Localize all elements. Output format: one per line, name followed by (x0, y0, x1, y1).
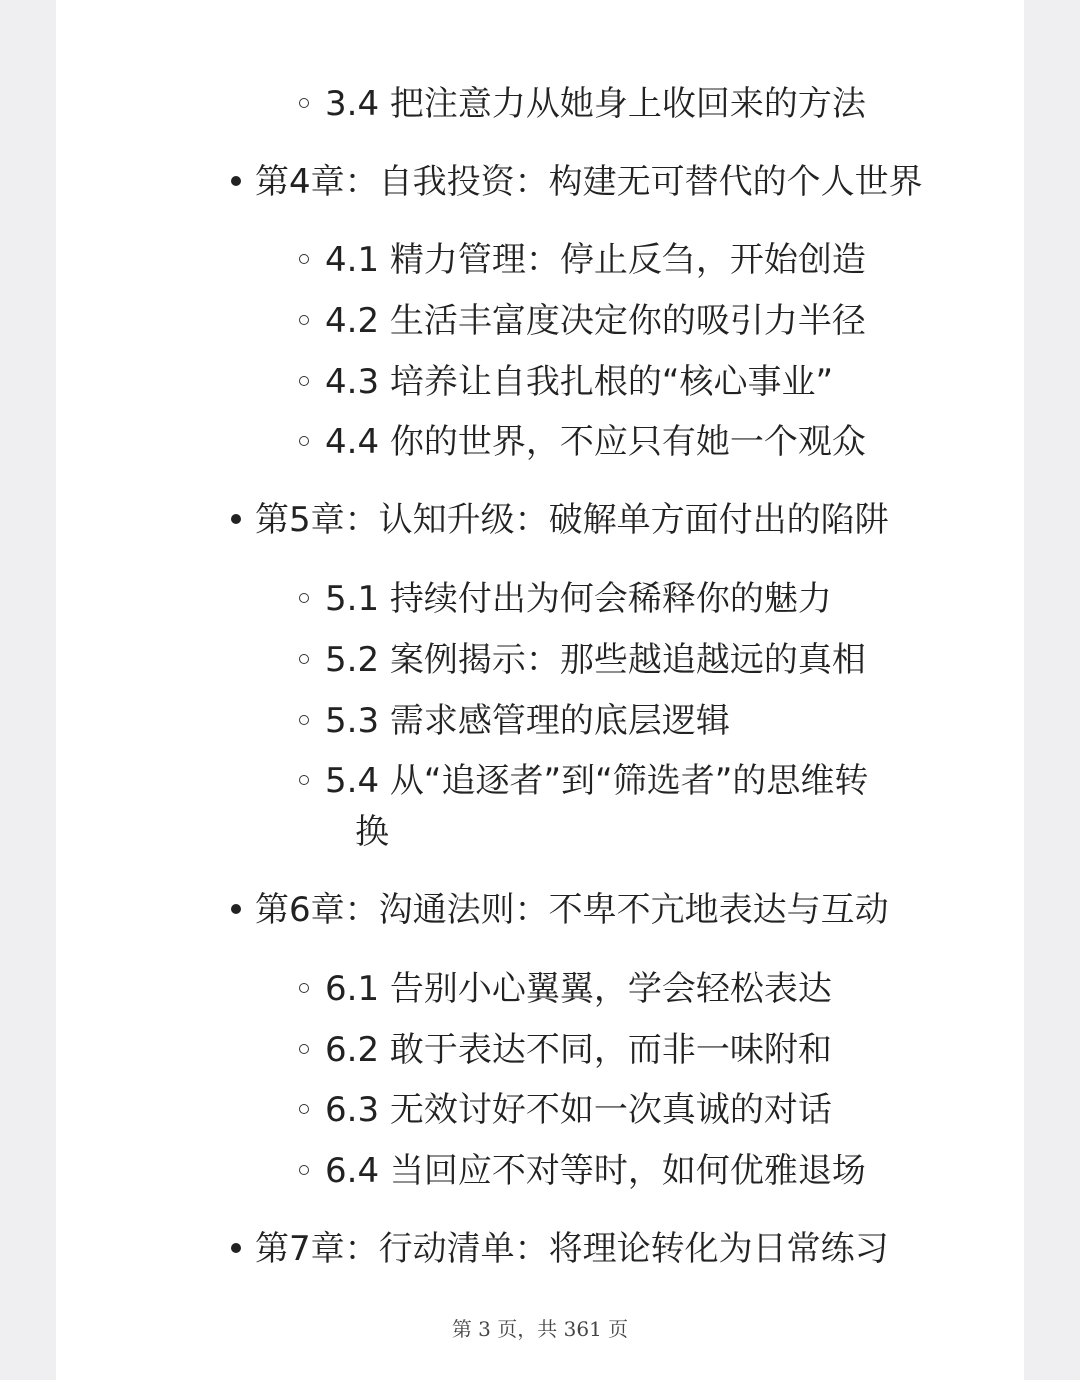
toc-section-label: 4.2 生活丰富度决定你的吸引力半径 (325, 301, 866, 341)
toc-section-5-4-continued (299, 802, 389, 862)
toc-chapter-label: 第6章：沟通法则：不卑不亢地表达与互动 (255, 890, 889, 930)
toc-section-5-4 (299, 751, 868, 811)
hollow-bullet-icon (299, 98, 309, 108)
toc-section-label: 6.3 无效讨好不如一次真诚的对话 (325, 1090, 832, 1130)
filled-bullet-icon (231, 514, 241, 524)
toc-section-3-4 (299, 74, 866, 134)
toc-section-label: 6.2 敢于表达不同，而非一味附和 (325, 1030, 832, 1070)
toc-section-5-3 (299, 691, 730, 751)
hollow-bullet-icon (299, 983, 309, 993)
toc-section-6-4 (299, 1141, 866, 1201)
toc-section-label: 4.3 培养让自我扎根的“核心事业” (325, 362, 834, 402)
toc-section-6-3 (299, 1080, 832, 1140)
hollow-bullet-icon (299, 654, 309, 664)
page-number-footer: 第 3 页，共 361 页 (451, 1317, 629, 1341)
toc-section-5-2 (299, 630, 866, 690)
toc-chapter-label: 第4章：自我投资：构建无可替代的个人世界 (255, 162, 923, 202)
toc-section-label-continued: 换 (355, 812, 389, 852)
hollow-bullet-icon (299, 1104, 309, 1114)
hollow-bullet-icon (299, 715, 309, 725)
toc-section-4-4 (299, 412, 866, 472)
toc-section-label: 3.4 把注意力从她身上收回来的方法 (325, 84, 866, 124)
hollow-bullet-icon (299, 436, 309, 446)
document-page (56, 0, 1024, 1380)
toc-chapter-6 (231, 880, 889, 940)
hollow-bullet-icon (299, 315, 309, 325)
toc-section-label: 5.4 从“追逐者”到“筛选者”的思维转 (325, 761, 869, 801)
toc-section-label: 5.3 需求感管理的底层逻辑 (325, 701, 730, 741)
toc-section-label: 5.2 案例揭示：那些越追越远的真相 (325, 640, 866, 680)
filled-bullet-icon (231, 176, 241, 186)
hollow-bullet-icon (299, 254, 309, 264)
hollow-bullet-icon (299, 593, 309, 603)
toc-section-label: 5.1 持续付出为何会稀释你的魅力 (325, 579, 832, 619)
toc-section-label: 4.4 你的世界，不应只有她一个观众 (325, 422, 866, 462)
filled-bullet-icon (231, 1243, 241, 1253)
table-of-contents (56, 0, 1024, 1300)
toc-section-4-2 (299, 291, 866, 351)
hollow-bullet-icon (299, 1044, 309, 1054)
toc-chapter-label: 第7章：行动清单：将理论转化为日常练习 (255, 1229, 889, 1269)
filled-bullet-icon (231, 904, 241, 914)
hollow-bullet-icon (299, 1165, 309, 1175)
toc-chapter-4 (231, 152, 923, 212)
toc-section-6-1 (299, 959, 832, 1019)
toc-chapter-7 (231, 1219, 889, 1279)
toc-chapter-5 (231, 490, 889, 550)
toc-section-5-1 (299, 569, 832, 629)
toc-section-label: 4.1 精力管理：停止反刍，开始创造 (325, 240, 866, 280)
toc-section-label: 6.4 当回应不对等时，如何优雅退场 (325, 1151, 866, 1191)
toc-section-4-1 (299, 230, 866, 290)
hollow-bullet-icon (299, 775, 309, 785)
toc-section-label: 6.1 告别小心翼翼，学会轻松表达 (325, 969, 832, 1009)
toc-section-6-2 (299, 1020, 832, 1080)
hollow-bullet-icon (299, 376, 309, 386)
toc-section-4-3 (299, 352, 833, 412)
toc-chapter-label: 第5章：认知升级：破解单方面付出的陷阱 (255, 500, 889, 540)
